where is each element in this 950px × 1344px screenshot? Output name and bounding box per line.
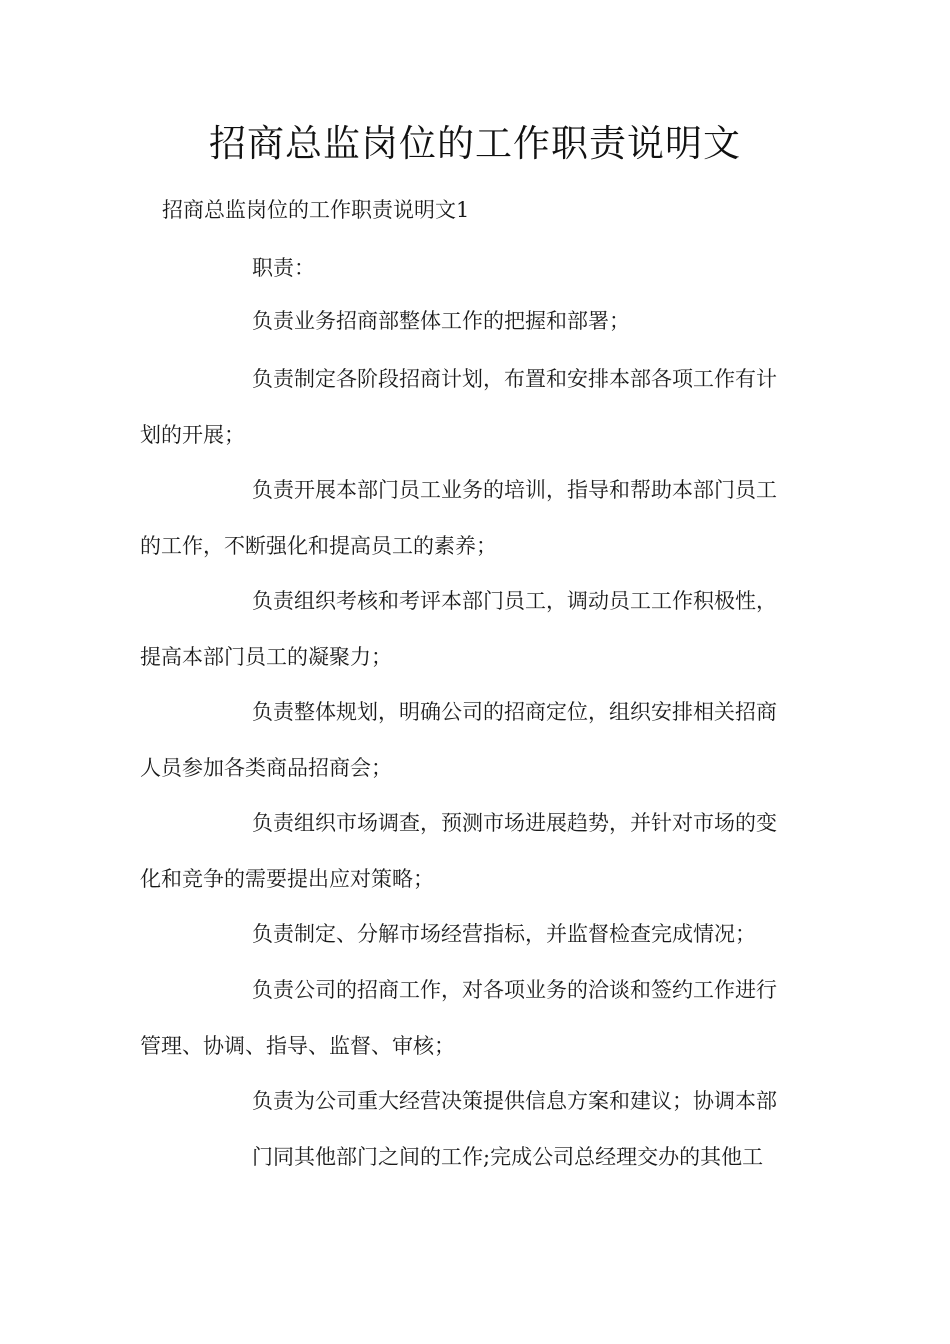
text-line: 负责组织考核和考评本部门员工，调动员工工作积极性， [252,589,777,613]
text-line: 负责组织市场调查，预测市场进展趋势，并针对市场的变 [252,811,777,835]
document-title: 招商总监岗位的工作职责说明文 [209,122,741,165]
text-line: 负责开展本部门员工业务的培训，指导和帮助本部门员工 [252,478,777,502]
text-line: 的工作，不断强化和提高员工的素养； [140,534,497,558]
text-line: 人员参加各类商品招商会； [140,756,392,780]
text-line: 负责制定各阶段招商计划，布置和安排本部各项工作有计 [252,367,777,391]
section-heading: 招商总监岗位的工作职责说明文1 [162,198,470,222]
text-line: 负责整体规划，明确公司的招商定位，组织安排相关招商 [252,700,777,724]
text-line: 负责为公司重大经营决策提供信息方案和建议；协调本部 [252,1089,777,1113]
text-line: 划的开展； [140,423,245,447]
text-line: 门同其他部门之间的工作;完成公司总经理交办的其他工 [252,1145,764,1169]
text-line: 负责制定、分解市场经营指标，并监督检查完成情况； [252,922,756,946]
text-line: 化和竞争的需要提出应对策略； [140,867,434,891]
text-line: 负责业务招商部整体工作的把握和部署； [252,309,630,333]
text-line: 负责公司的招商工作，对各项业务的洽谈和签约工作进行 [252,978,777,1002]
text-line: 提高本部门员工的凝聚力； [140,645,392,669]
text-line: 管理、协调、指导、监督、审核； [140,1034,455,1058]
text-line: 职责： [252,256,315,280]
